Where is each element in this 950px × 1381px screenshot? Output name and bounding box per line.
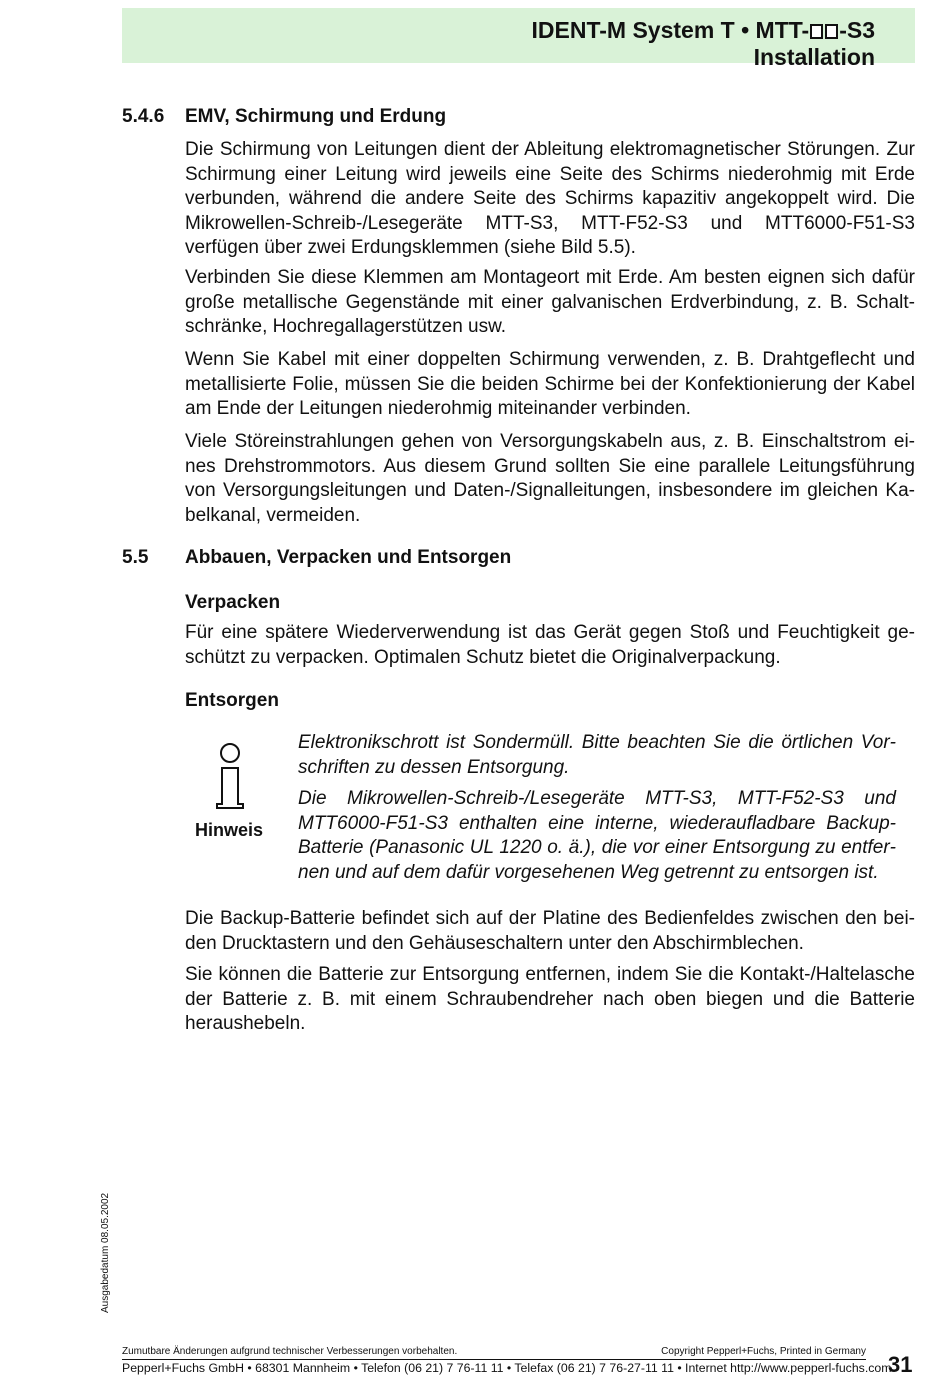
document-title-prefix: IDENT-M System T • MTT- [531, 17, 810, 43]
subheading-verpacken: Verpacken [185, 592, 281, 613]
placeholder-box [810, 24, 823, 39]
footer-disclaimer: Zumutbare Änderungen aufgrund technischer Verbesserungen vorbehalten. [122, 1346, 458, 1357]
section-title: EMV, Schirmung und Erdung [185, 106, 447, 127]
paragraph: Für eine spätere Wiederverwendung ist das Gerät gegen Stoß und Feuchtigkeit geschützt zu verpacken. Optimalen Schutz bietet die Originalverpackung. [185, 622, 915, 668]
footer-divider [122, 1359, 866, 1360]
issue-date: Ausgabedatum 08.05.2002 [100, 1192, 111, 1313]
paragraph: Die Schirmung von Leitungen dient der Ableitung elektromagnetischer Störungen. Zur Schirmung einer Leitung wird jeweils eine Seite des Schirms niederohmig mit Erde verbunden, während die andere Seite des Schirms kapazitiv angekoppelt wird. Die Mikrowellen-Schreib-/Lesegeräte MTT-S3, MTT-F52-S3 und MTT6000-F51-S3 verfügen über zwei Erdungsklemmen (siehe Bild 5.5). [185, 139, 915, 259]
placeholder-box [825, 24, 838, 39]
info-icon [212, 741, 248, 811]
paragraph: Sie können die Batterie zur Entsorgung entfernen, indem Sie die Kontakt-/Haltelasche der Batterie z. B. mit einem Schraubendreher nach oben biegen und die Batterie heraushebeln. [185, 964, 915, 1035]
note-paragraph: Die Mikrowellen-Schreib-/Lesegeräte MTT-S3, MTT-F52-S3 und MTT6000-F51-S3 enthalten eine interne, wiederaufladbare Backup-Batterie (Panasonic UL 1220 o. ä.), die vor einer Entsorgung zu entfernen und auf dem dafür vorgesehenen Weg getrennt zu entsorgen ist. [298, 788, 896, 883]
header-band [122, 8, 915, 70]
paragraph: Verbinden Sie diese Klemmen am Montageort mit Erde. Am besten eignen sich dafür große metallische Gegenstände mit einer galvanischen Erdverbindung, z. B. Schaltschränke, Hochregallagerstützen usw. [185, 267, 915, 338]
section-number: 5.4.6 [122, 106, 165, 127]
footer-copyright: Copyright Pepperl+Fuchs, Printed in Germany [661, 1346, 866, 1357]
section-title: Abbauen, Verpacken und Entsorgen [185, 547, 512, 568]
document-title-suffix: -S3 [839, 17, 875, 43]
paragraph: Wenn Sie Kabel mit einer doppelten Schirmung verwenden, z. B. Drahtgeflecht und metallisierte Folie, müssen Sie die beiden Schirme bei der Konfektionierung der Kabel am Ende der Leitungen niederohmig miteinander verbinden. [185, 349, 915, 420]
document-title [532, 17, 875, 43]
page-number: 31 [888, 1352, 913, 1377]
section-heading-55 [122, 546, 511, 570]
placeholder-boxes [809, 17, 839, 43]
footer-contact: Pepperl+Fuchs GmbH • 68301 Mannheim • Telefon (06 21) 7 76-11 11 • Telefax (06 21) 7 76-27-11 11 • Internet http://www.pepperl-fuchs.com [122, 1361, 892, 1375]
document-subtitle: Installation [753, 44, 875, 70]
note-label: Hinweis [195, 820, 264, 840]
paragraph: Viele Störeinstrahlungen gehen von Versorgungskabeln aus, z. B. Einschaltstrom eines Drehstrommotors. Aus diesem Grund sollten Sie eine parallele Leitungsführung von Versorgungsleitungen und Daten-/Signalleitungen, insbesondere im gleichen Kabelkanal, vermeiden. [185, 431, 915, 526]
section-heading-546 [122, 105, 446, 129]
paragraph: Die Backup-Batterie befindet sich auf der Platine des Bedienfeldes zwischen den beiden Drucktastern und den Gehäuseschaltern unter den Abschirmblechen. [185, 908, 915, 954]
note-paragraph: Elektronikschrott ist Sondermüll. Bitte beachten Sie die örtlichen Vorschriften zu dessen Entsorgung. [298, 732, 896, 778]
subheading-entsorgen: Entsorgen [185, 690, 279, 711]
section-number: 5.5 [122, 547, 149, 568]
